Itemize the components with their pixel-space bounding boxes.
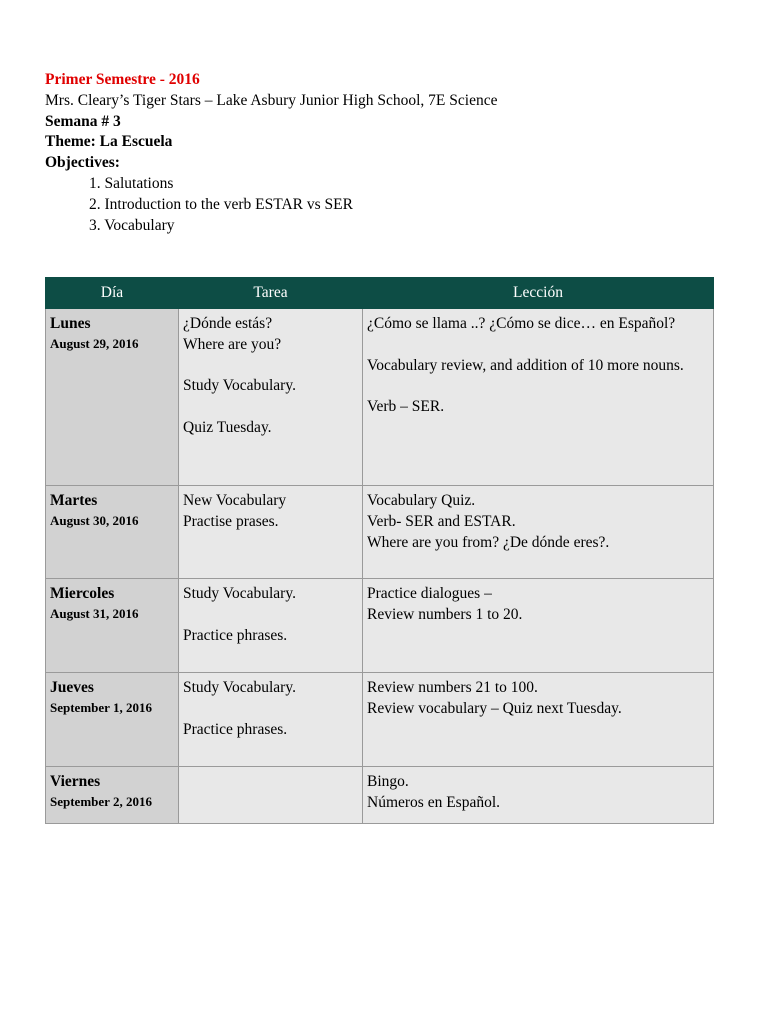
leccion-line: Vocabulary review, and addition of 10 more nouns. (367, 356, 684, 374)
leccion-cell (363, 309, 714, 486)
leccion-cell (363, 767, 714, 824)
leccion-line: Vocabulary Quiz. (367, 492, 476, 509)
table-row (46, 673, 714, 767)
class-line: Mrs. Cleary’s Tiger Stars – Lake Asbury Junior High School, 7E Science (45, 91, 498, 109)
leccion-cell (363, 673, 714, 767)
column-header-leccion: Lección (363, 278, 714, 309)
day-name: Martes (50, 492, 98, 509)
tarea-line: Practice phrases. (183, 626, 288, 644)
tarea-line: Practice phrases. (183, 720, 288, 738)
day-cell (46, 673, 179, 767)
objective-item: 1. Salutations (89, 174, 174, 192)
day-name: Lunes (50, 315, 91, 332)
paragraph-gap (183, 356, 358, 377)
weekly-schedule-table (45, 277, 714, 824)
day-date: August 31, 2016 (50, 605, 139, 621)
tarea-cell (179, 767, 363, 824)
objectives-label: Objectives: (45, 154, 120, 172)
leccion-line: Review numbers 21 to 100. (367, 679, 538, 696)
tarea-line: Practise prases. (183, 512, 279, 530)
leccion-line: Review vocabulary – Quiz next Tuesday. (367, 699, 622, 717)
tarea-cell (179, 309, 363, 486)
table-row (46, 767, 714, 824)
leccion-line: Review numbers 1 to 20. (367, 605, 523, 623)
paragraph-gap (183, 699, 358, 720)
paragraph-gap (367, 335, 709, 356)
paragraph-gap (183, 605, 358, 626)
leccion-line: Verb- SER and ESTAR. (367, 512, 516, 530)
column-header-dia: Día (46, 278, 179, 309)
day-date: August 30, 2016 (50, 512, 139, 528)
paragraph-gap (183, 397, 358, 418)
leccion-line: Where are you from? ¿De dónde eres?. (367, 533, 610, 551)
table-row (46, 309, 714, 486)
day-date: September 1, 2016 (50, 699, 152, 715)
leccion-line: Verb – SER. (367, 398, 445, 416)
objective-item: 2. Introduction to the verb ESTAR vs SER (89, 195, 353, 213)
table-row (46, 486, 714, 579)
day-name: Miercoles (50, 585, 115, 602)
objectives-list (45, 174, 725, 236)
tarea-line: Quiz Tuesday. (183, 418, 272, 436)
leccion-line: Números en Español. (367, 793, 501, 811)
leccion-line: Practice dialogues – (367, 585, 492, 602)
leccion-line: Bingo. (367, 773, 409, 790)
tarea-line: New Vocabulary (183, 492, 287, 509)
column-header-tarea: Tarea (179, 278, 363, 309)
tarea-cell (179, 673, 363, 767)
paragraph-gap (367, 376, 709, 397)
week-label: Semana # 3 (45, 112, 121, 130)
tarea-line: Study Vocabulary. (183, 679, 296, 696)
semester-title: Primer Semestre - 2016 (45, 71, 200, 88)
day-date: September 2, 2016 (50, 793, 152, 809)
tarea-line: Where are you? (183, 335, 282, 353)
document-header (45, 70, 725, 236)
table-row (46, 579, 714, 673)
leccion-cell (363, 579, 714, 673)
day-name: Viernes (50, 773, 101, 790)
tarea-line: ¿Dónde estás? (183, 315, 273, 332)
day-name: Jueves (50, 679, 94, 696)
leccion-line: ¿Cómo se llama ..? ¿Cómo se dice… en Español? (367, 315, 676, 332)
leccion-cell (363, 486, 714, 579)
table-header-row (46, 278, 714, 309)
tarea-line: Study Vocabulary. (183, 377, 296, 395)
day-cell (46, 767, 179, 824)
day-date: August 29, 2016 (50, 335, 139, 351)
day-cell (46, 579, 179, 673)
tarea-line: Study Vocabulary. (183, 585, 296, 602)
day-cell (46, 309, 179, 486)
theme-label: Theme: La Escuela (45, 133, 173, 151)
objective-item: 3. Vocabulary (89, 216, 175, 234)
tarea-cell (179, 579, 363, 673)
tarea-cell (179, 486, 363, 579)
day-cell (46, 486, 179, 579)
